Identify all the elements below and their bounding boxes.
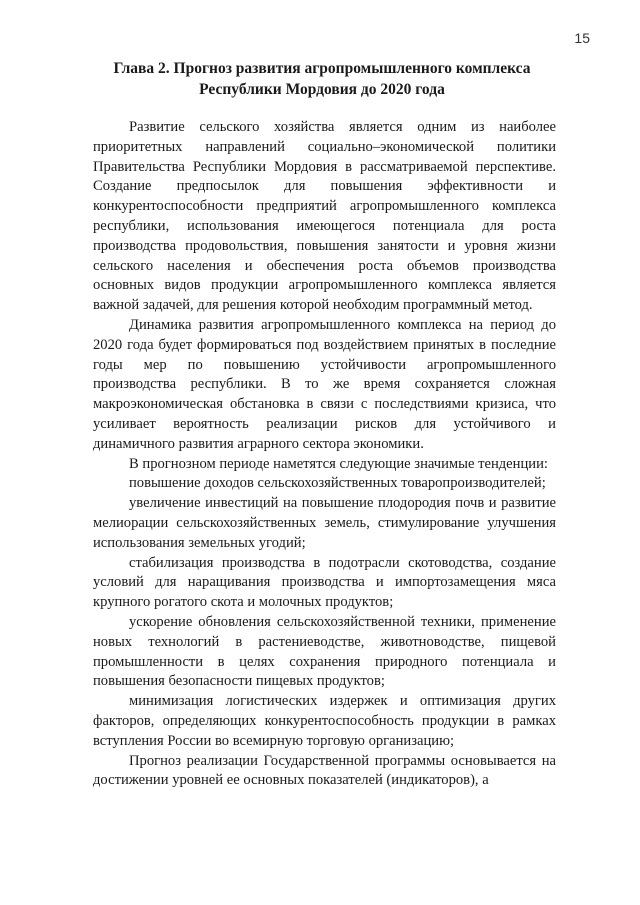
trend-item-machinery: ускорение обновления сельскохозяйственной техники, применение новых технологий в растениеводстве, животноводстве, пищевой промышленности в целях сохранения природного потенциала и повышения безопасности пищевых продуктов; xyxy=(93,613,556,690)
trend-item-livestock: стабилизация производства в подотрасли скотоводства, создание условий для наращивания производства и импортозамещения мяса крупного рогатого скота и молочных продуктов; xyxy=(93,554,556,611)
paragraph-dynamics: Динамика развития агропромышленного комплекса на период до 2020 года будет формироваться под воздействием принятых в последние годы мер по повышению устойчивости агропромышленного производства республики. В то же время сохраняется сложная макроэкономическая обстановка в связи с последствиями кризиса, что усиливает вероятность реализации рисков для устойчивого и динамичного развития аграрного сектора экономики. xyxy=(93,316,556,452)
paragraph-trends-lead: В прогнозном периоде наметятся следующие значимые тенденции: xyxy=(129,455,548,472)
page-number: 15 xyxy=(574,30,590,46)
paragraph-intro: Развитие сельского хозяйства является одним из наиболее приоритетных направлений социально–экономической политики Правительства Республики Мордовия в рассматриваемой перспективе. Создание предпосылок для повышения эффективности и конкурентоспособности предприятий агропромышленного комплекса республики, использования имеющегося потенциала для роста производства продовольствия, повышения занятости и уровня жизни сельского населения и обеспечения роста объемов производства основных видов продукции агропромышленного комплекса является важной задачей, для решения которой необходим программный метод. xyxy=(93,119,556,314)
chapter-title-line-1: Глава 2. Прогноз развития агропромышленного комплекса xyxy=(113,60,531,77)
body-text xyxy=(93,118,556,791)
chapter-title xyxy=(92,58,552,100)
trend-item-logistics: минимизация логистических издержек и оптимизация других факторов, определяющих конкурентоспособность продукции в рамках вступления России во всемирную торговую организацию; xyxy=(93,693,556,749)
chapter-title-line-2: Республики Мордовия до 2020 года xyxy=(199,81,445,98)
trend-item-investment: увеличение инвестиций на повышение плодородия почв и развитие мелиорации сельскохозяйственных земель, стимулирование улучшения использования земельных угодий; xyxy=(93,495,556,551)
paragraph-forecast: Прогноз реализации Государственной программы основывается на достижении уровней ее основных показателей (индикаторов), а xyxy=(93,752,556,789)
trend-item-income: повышение доходов сельскохозяйственных товаропроизводителей; xyxy=(129,475,546,492)
